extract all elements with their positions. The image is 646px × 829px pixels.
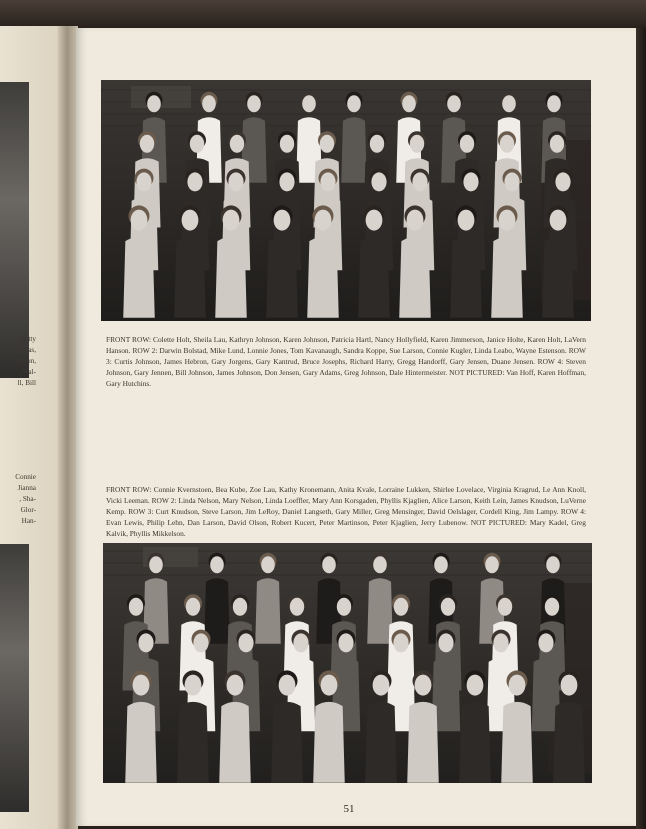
fragment-line: Glor- xyxy=(20,506,36,514)
fragment-line: , Sha- xyxy=(19,495,36,503)
student-figure xyxy=(125,702,157,783)
student-figure xyxy=(174,237,206,318)
fragment-line: , Wal- xyxy=(18,368,36,376)
fragment-line: Betty xyxy=(20,335,36,343)
fragment-line: Han- xyxy=(21,517,36,525)
student-figure xyxy=(450,237,482,318)
fragment-line: uglas, xyxy=(19,346,36,354)
book-gutter xyxy=(58,26,78,829)
student-figure xyxy=(399,237,431,318)
class-photo-top xyxy=(101,80,591,321)
student-figure xyxy=(177,702,209,783)
fragment-line: ll, Bill xyxy=(17,379,36,387)
student-figure xyxy=(358,237,390,318)
student-figure xyxy=(219,702,251,783)
caption-top-photo: FRONT ROW: Colette Holt, Sheila Lau, Kathryn Johnson, Karen Johnson, Patricia Hartl, Nancy Hollyfield, Karen Jimmerson, Janice Holte, Karen Holt, LaVern Hanson. ROW 2: Darwin Bolstad, Mike Lund, Lonnie Jones, Tom Kavanaugh, Sandra Koppe, Sue Larson, Connie Kugler, Linda Leabo, Wayne Estenson. ROW 3: Curtis Johnson, James Hebron, Gary Jorgens, Gary Kantrud, Bruce Josephs, Richard Harry, Gregg Handorff, Gary Jensen, Duane Jensen. ROW 4: Steven Johnson, Gary Jennen, Bill Johnson, James Johnson, Don Jensen, Gary Adams, Greg Johnson, Dale Hintermeister. NOT PICTURED: Van Hoff, Karen Hoffman, Gary Hutchins. xyxy=(106,335,586,388)
student-figure xyxy=(553,702,585,783)
student-figure xyxy=(542,237,574,318)
left-page-caption-fragment-a xyxy=(0,334,36,389)
student-figure xyxy=(501,702,533,783)
student-figure xyxy=(215,237,247,318)
student-figure xyxy=(255,578,281,643)
page-edge xyxy=(636,28,646,829)
student-figure xyxy=(266,237,298,318)
scan-background xyxy=(0,0,646,26)
left-page-caption-fragment-b xyxy=(0,472,36,527)
fragment-line: ckson, xyxy=(17,357,36,365)
student-figure xyxy=(341,117,367,182)
student-figure xyxy=(271,702,303,783)
student-figure xyxy=(365,702,397,783)
fragment-line: Connie xyxy=(15,473,36,481)
student-figure xyxy=(307,237,339,318)
student-figure xyxy=(123,237,155,318)
student-figure xyxy=(459,702,491,783)
fragment-line: Jianna xyxy=(17,484,36,492)
student-figure xyxy=(313,702,345,783)
page-number: 51 xyxy=(343,803,355,815)
left-page-photo-bottom xyxy=(0,544,29,812)
student-figure xyxy=(407,702,439,783)
class-photo-bottom xyxy=(103,543,592,783)
student-figure xyxy=(367,578,393,643)
student-figure xyxy=(491,237,523,318)
caption-bottom-photo: FRONT ROW: Connie Kvernstoen, Bea Kube, Zoe Lau, Kathy Kronemann, Anita Kvale, Lorraine Lukken, Shirlee Lovelace, Virginia Kragrud, Le Ann Knoll, Vicki Leeman. ROW 2: Linda Nelson, Mary Nelson, Linda Loeffler, Mary Ann Korsgaden, Phyllis Kjaglien, Alice Larson, Keith Lein, James Knudson, LuVerne Kemp. ROW 3: Curt Knudson, Steve Larson, Jim LeRoy, Daniel Langseth, Gary Miller, Greg Mensinger, David Oelslager, Cordell King, Jim Lampy. ROW 4: Evan Lewis, Philip Lehn, Dan Larson, David Olson, Robert Kucert, Peter Martinson, Peter Kjaglien, Jerry Lubenow. NOT PICTURED: Mary Kadel, Greg Kalvik, Phyllis Mikkelson. xyxy=(106,485,586,538)
